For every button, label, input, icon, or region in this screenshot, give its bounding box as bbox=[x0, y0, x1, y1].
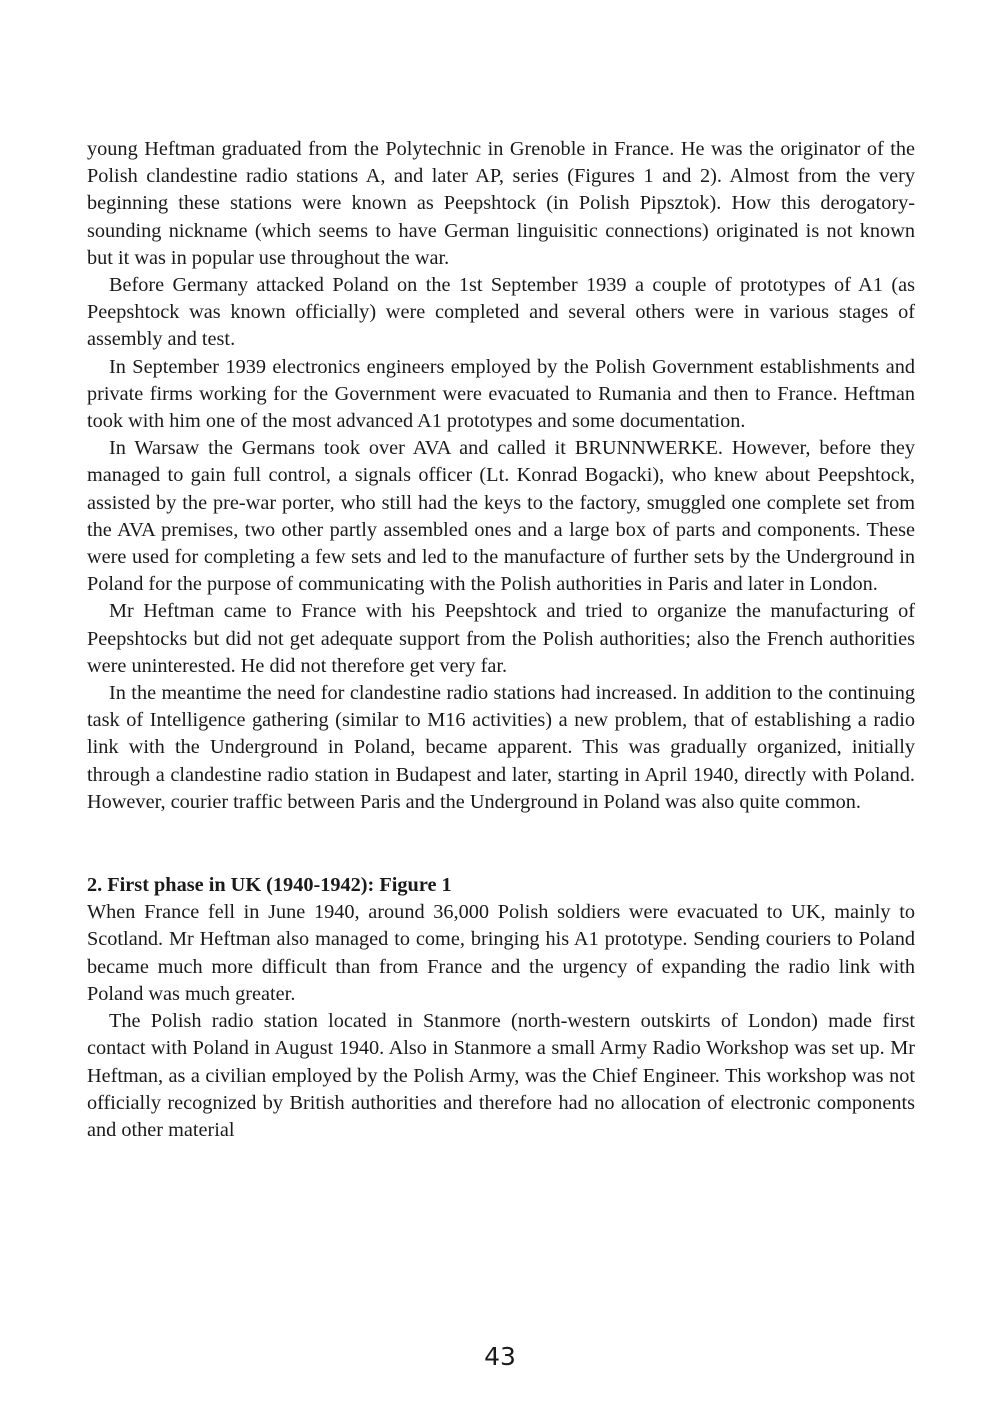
paragraph-stanmore: The Polish radio station located in Stanmore (north-western outskirts of London) made first contact with Poland in August 1940. Also in Stanmore a small Army Radio Workshop was set up. Mr Heftman, as a civilian employed by the Polish Army, was the Chief Engineer. This workshop was not officially recognized by British authorities and therefore had no allocation of electronic components and other material bbox=[87, 1010, 915, 1141]
paragraph-france-fell: When France fell in June 1940, around 36,000 Polish soldiers were evacuated to UK, mainly to Scotland. Mr Heftman also managed to come, bringing his A1 prototype. Sending couriers to Poland became much more difficult than from France and the urgency of expanding the radio link with Poland was much greater. bbox=[87, 901, 915, 1005]
paragraph-prototypes: Before Germany attacked Poland on the 1st September 1939 a couple of prototypes of A1 (as Peepshtock was known officially) were completed and several others were in various stages of assembly and test. bbox=[87, 274, 915, 351]
paragraph-continuation: young Heftman graduated from the Polytechnic in Grenoble in France. He was the originator of the Polish clandestine radio stations A, and later AP, series (Figures 1 and 2). Almost from the very beginning these stations were known as Peepshtock (in Polish Pipsztok). How this derogatory-sounding nickname (which seems to have German linguisitic connections) originated is not known but it was in popular use throughout the war. bbox=[87, 138, 915, 269]
page-number: 43 bbox=[484, 1342, 516, 1371]
page-body bbox=[87, 136, 915, 1144]
paragraph-france: Mr Heftman came to France with his Peepshtock and tried to organize the manufacturing of Peepshtocks but did not get adequate support from the Polish authorities; also the French authorities were uninterested. He did not therefore get very far. bbox=[87, 600, 915, 677]
paragraph-evacuation: In September 1939 electronics engineers employed by the Polish Government establishments and private firms working for the Government were evacuated to Rumania and then to France. Heftman took with him one of the most advanced A1 prototypes and some documentation. bbox=[87, 355, 915, 433]
paragraph-meantime: In the meantime the need for clandestine radio stations had increased. In addition to the continuing task of Intelligence gathering (similar to M16 activities) a new problem, that of establishing a radio link with the Underground in Poland, became apparent. This was gradually organized, initially through a clandestine radio station in Budapest and later, starting in April 1940, directly with Poland. However, courier traffic between Paris and the Underground in Poland was also quite common. bbox=[87, 682, 915, 813]
paragraph-warsaw: In Warsaw the Germans took over AVA and called it BRUNNWERKE. However, before they managed to gain full control, a signals officer (Lt. Konrad Bogacki), who knew about Peepshtock, assisted by the pre-war porter, who still had the keys to the factory, smuggled one complete set from the AVA premises, two other partly assembled ones and a large box of parts and components. These were used for completing a few sets and led to the manufacture of further sets by the Underground in Poland for the purpose of communicating with the Polish authorities in Paris and later in London. bbox=[87, 437, 915, 596]
section-heading: 2. First phase in UK (1940-1942): Figure 1 bbox=[87, 874, 452, 897]
